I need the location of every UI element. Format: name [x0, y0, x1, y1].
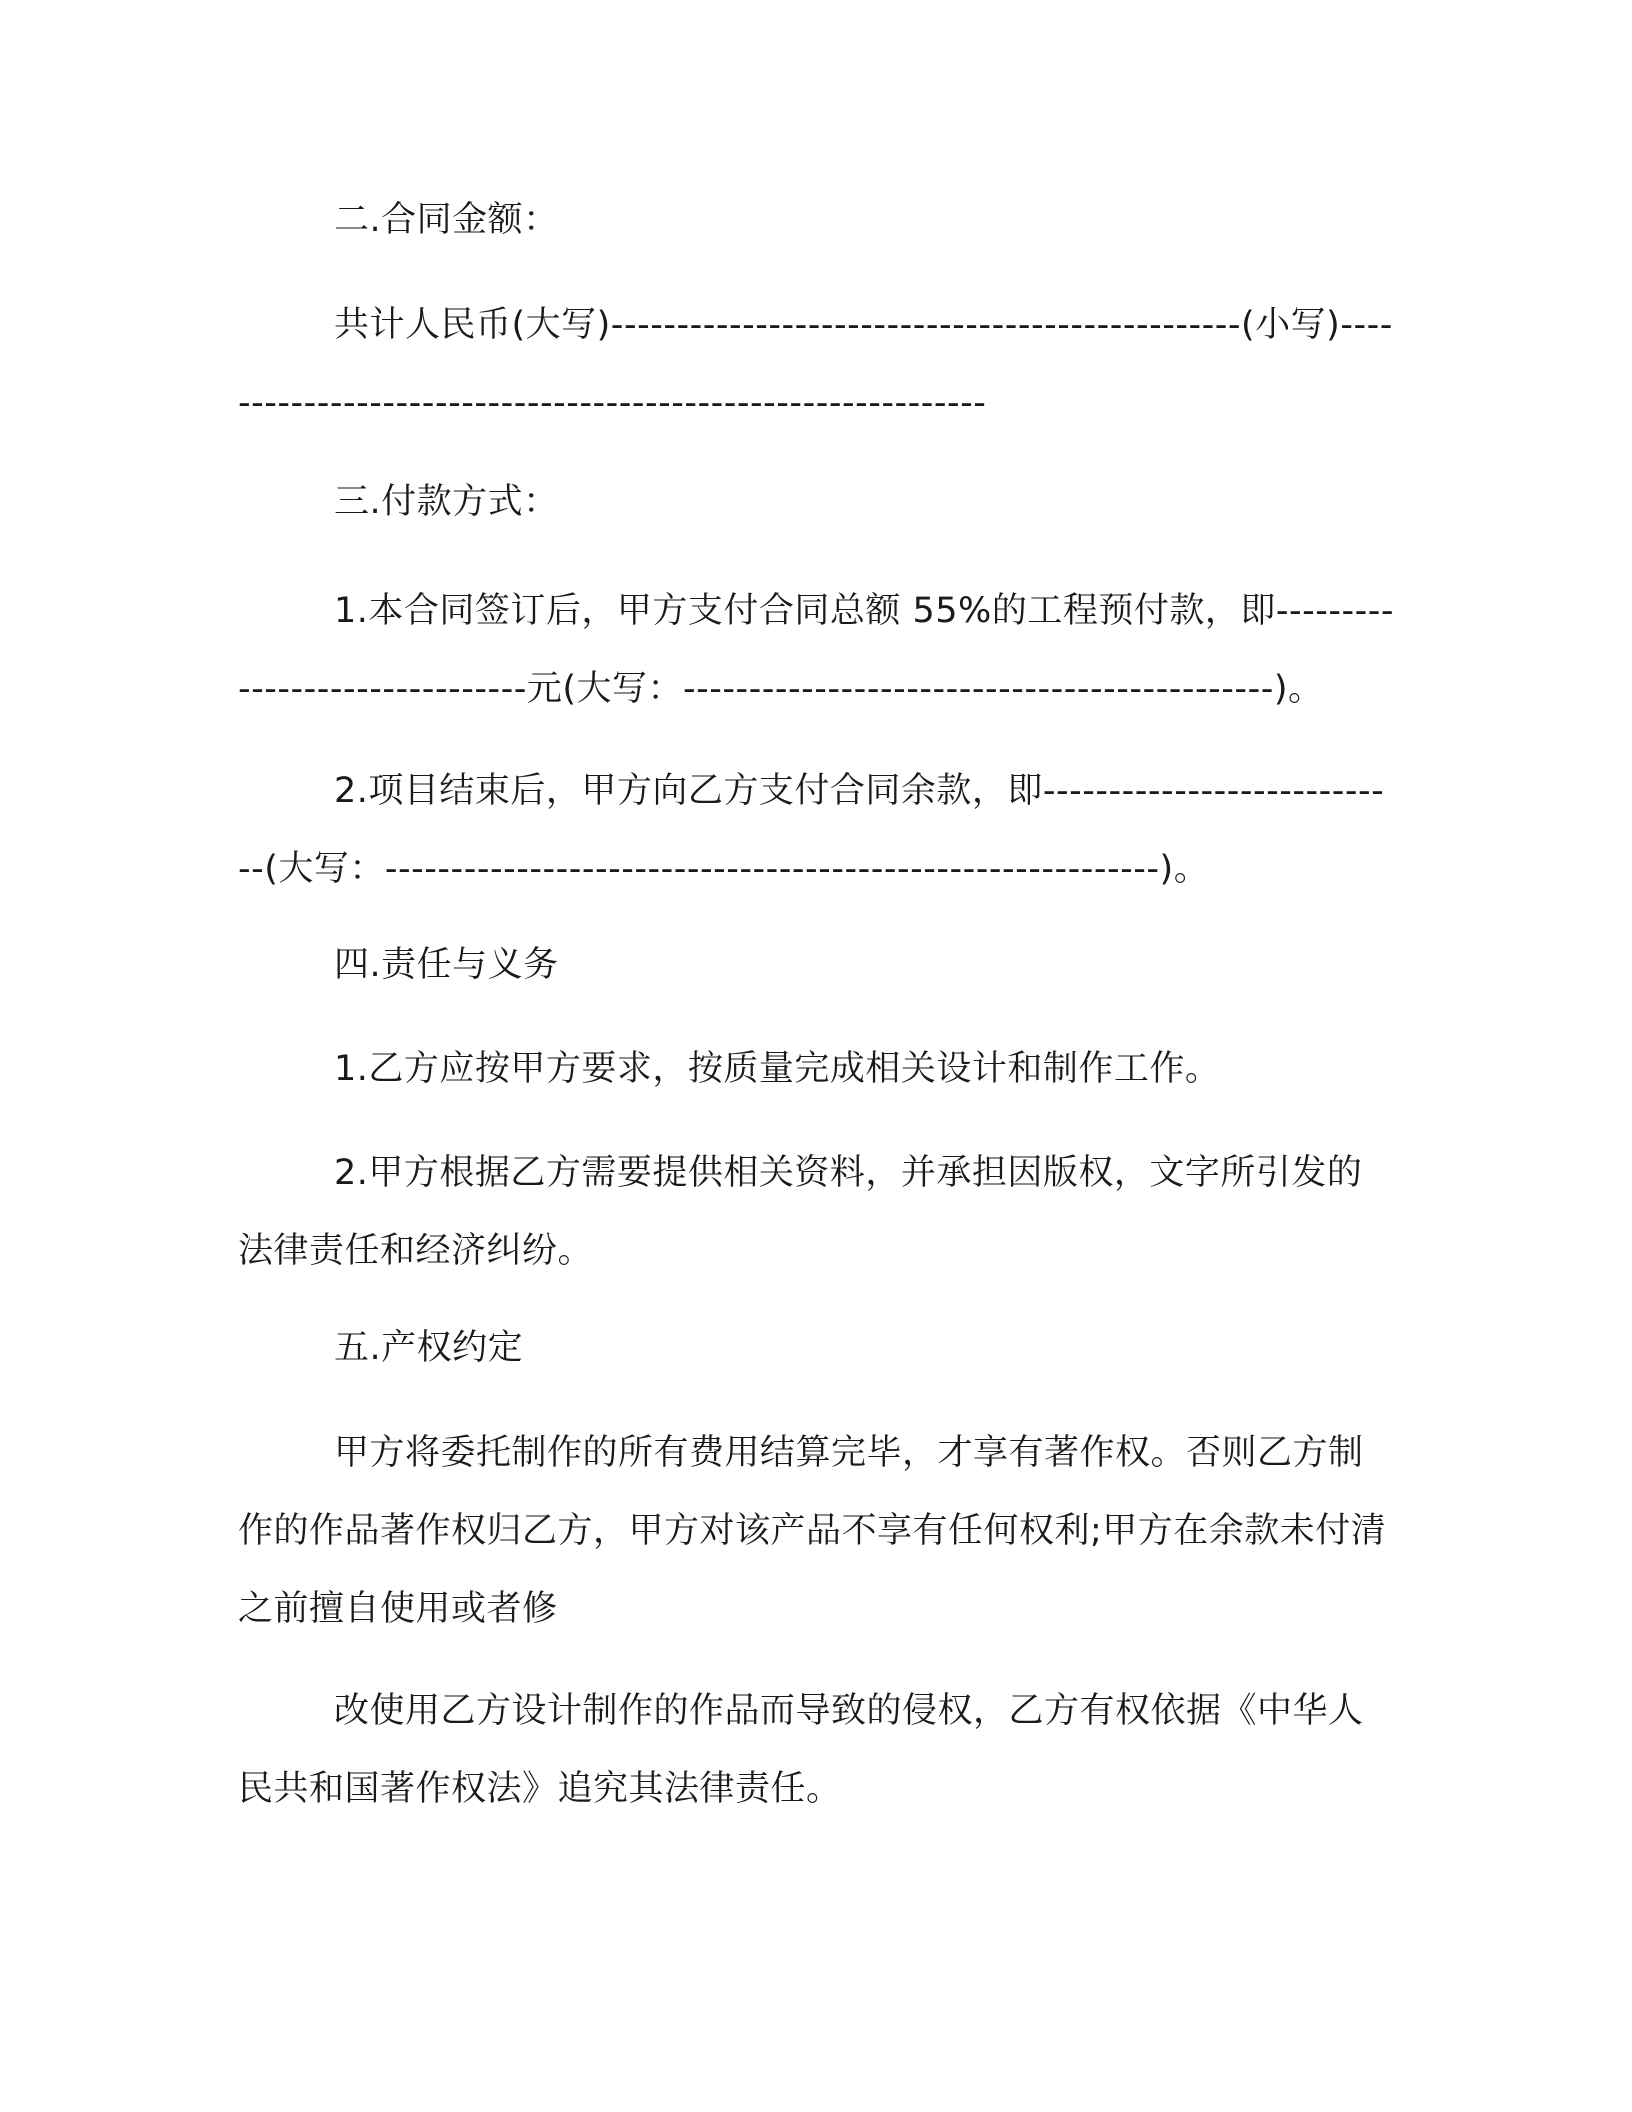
section-3-heading: 三.付款方式：	[334, 482, 559, 522]
duty-item-2-text: 2.甲方根据乙方需要提供相关资料，并承担因版权，文字所引发的法律责任和经济纠纷。	[238, 1153, 1363, 1271]
payment-item-2-text: 2.项目结束后，甲方向乙方支付合同余款，即----------------------------(大写：-----------------------------------------------------------)。	[238, 771, 1385, 889]
payment-item-1-text: 1.本合同签订后，甲方支付合同总额 55%的工程预付款，即-------------------------------元(大写：---------------------------------------------)。	[238, 591, 1394, 709]
section-5-heading: 五.产权约定	[334, 1328, 524, 1368]
payment-item-1-paragraph	[238, 572, 1394, 728]
section-2-heading: 二.合同金额：	[334, 200, 559, 240]
property-paragraph-1	[238, 1414, 1394, 1648]
duty-item-1-paragraph	[238, 1030, 1394, 1108]
payment-item-2-paragraph	[238, 752, 1394, 908]
section-4-heading: 四.责任与义务	[334, 945, 559, 985]
contract-amount-paragraph	[238, 286, 1394, 442]
property-paragraph-2-text: 改使用乙方设计制作的作品而导致的侵权，乙方有权依据《中华人民共和国著作权法》追究其法律责任。	[238, 1691, 1364, 1809]
duty-item-1-text: 1.乙方应按甲方要求，按质量完成相关设计和制作工作。	[334, 1049, 1221, 1089]
property-paragraph-2	[238, 1672, 1394, 1828]
contract-amount-text: 共计人民币(大写)------------------------------------------------(小写)-------------------------------------------------------------	[238, 305, 1393, 423]
duty-item-2-paragraph	[238, 1134, 1394, 1290]
property-paragraph-1-text: 甲方将委托制作的所有费用结算完毕，才享有著作权。否则乙方制作的作品著作权归乙方，甲方对该产品不享有任何权利;甲方在余款未付清之前擅自使用或者修	[238, 1433, 1387, 1629]
